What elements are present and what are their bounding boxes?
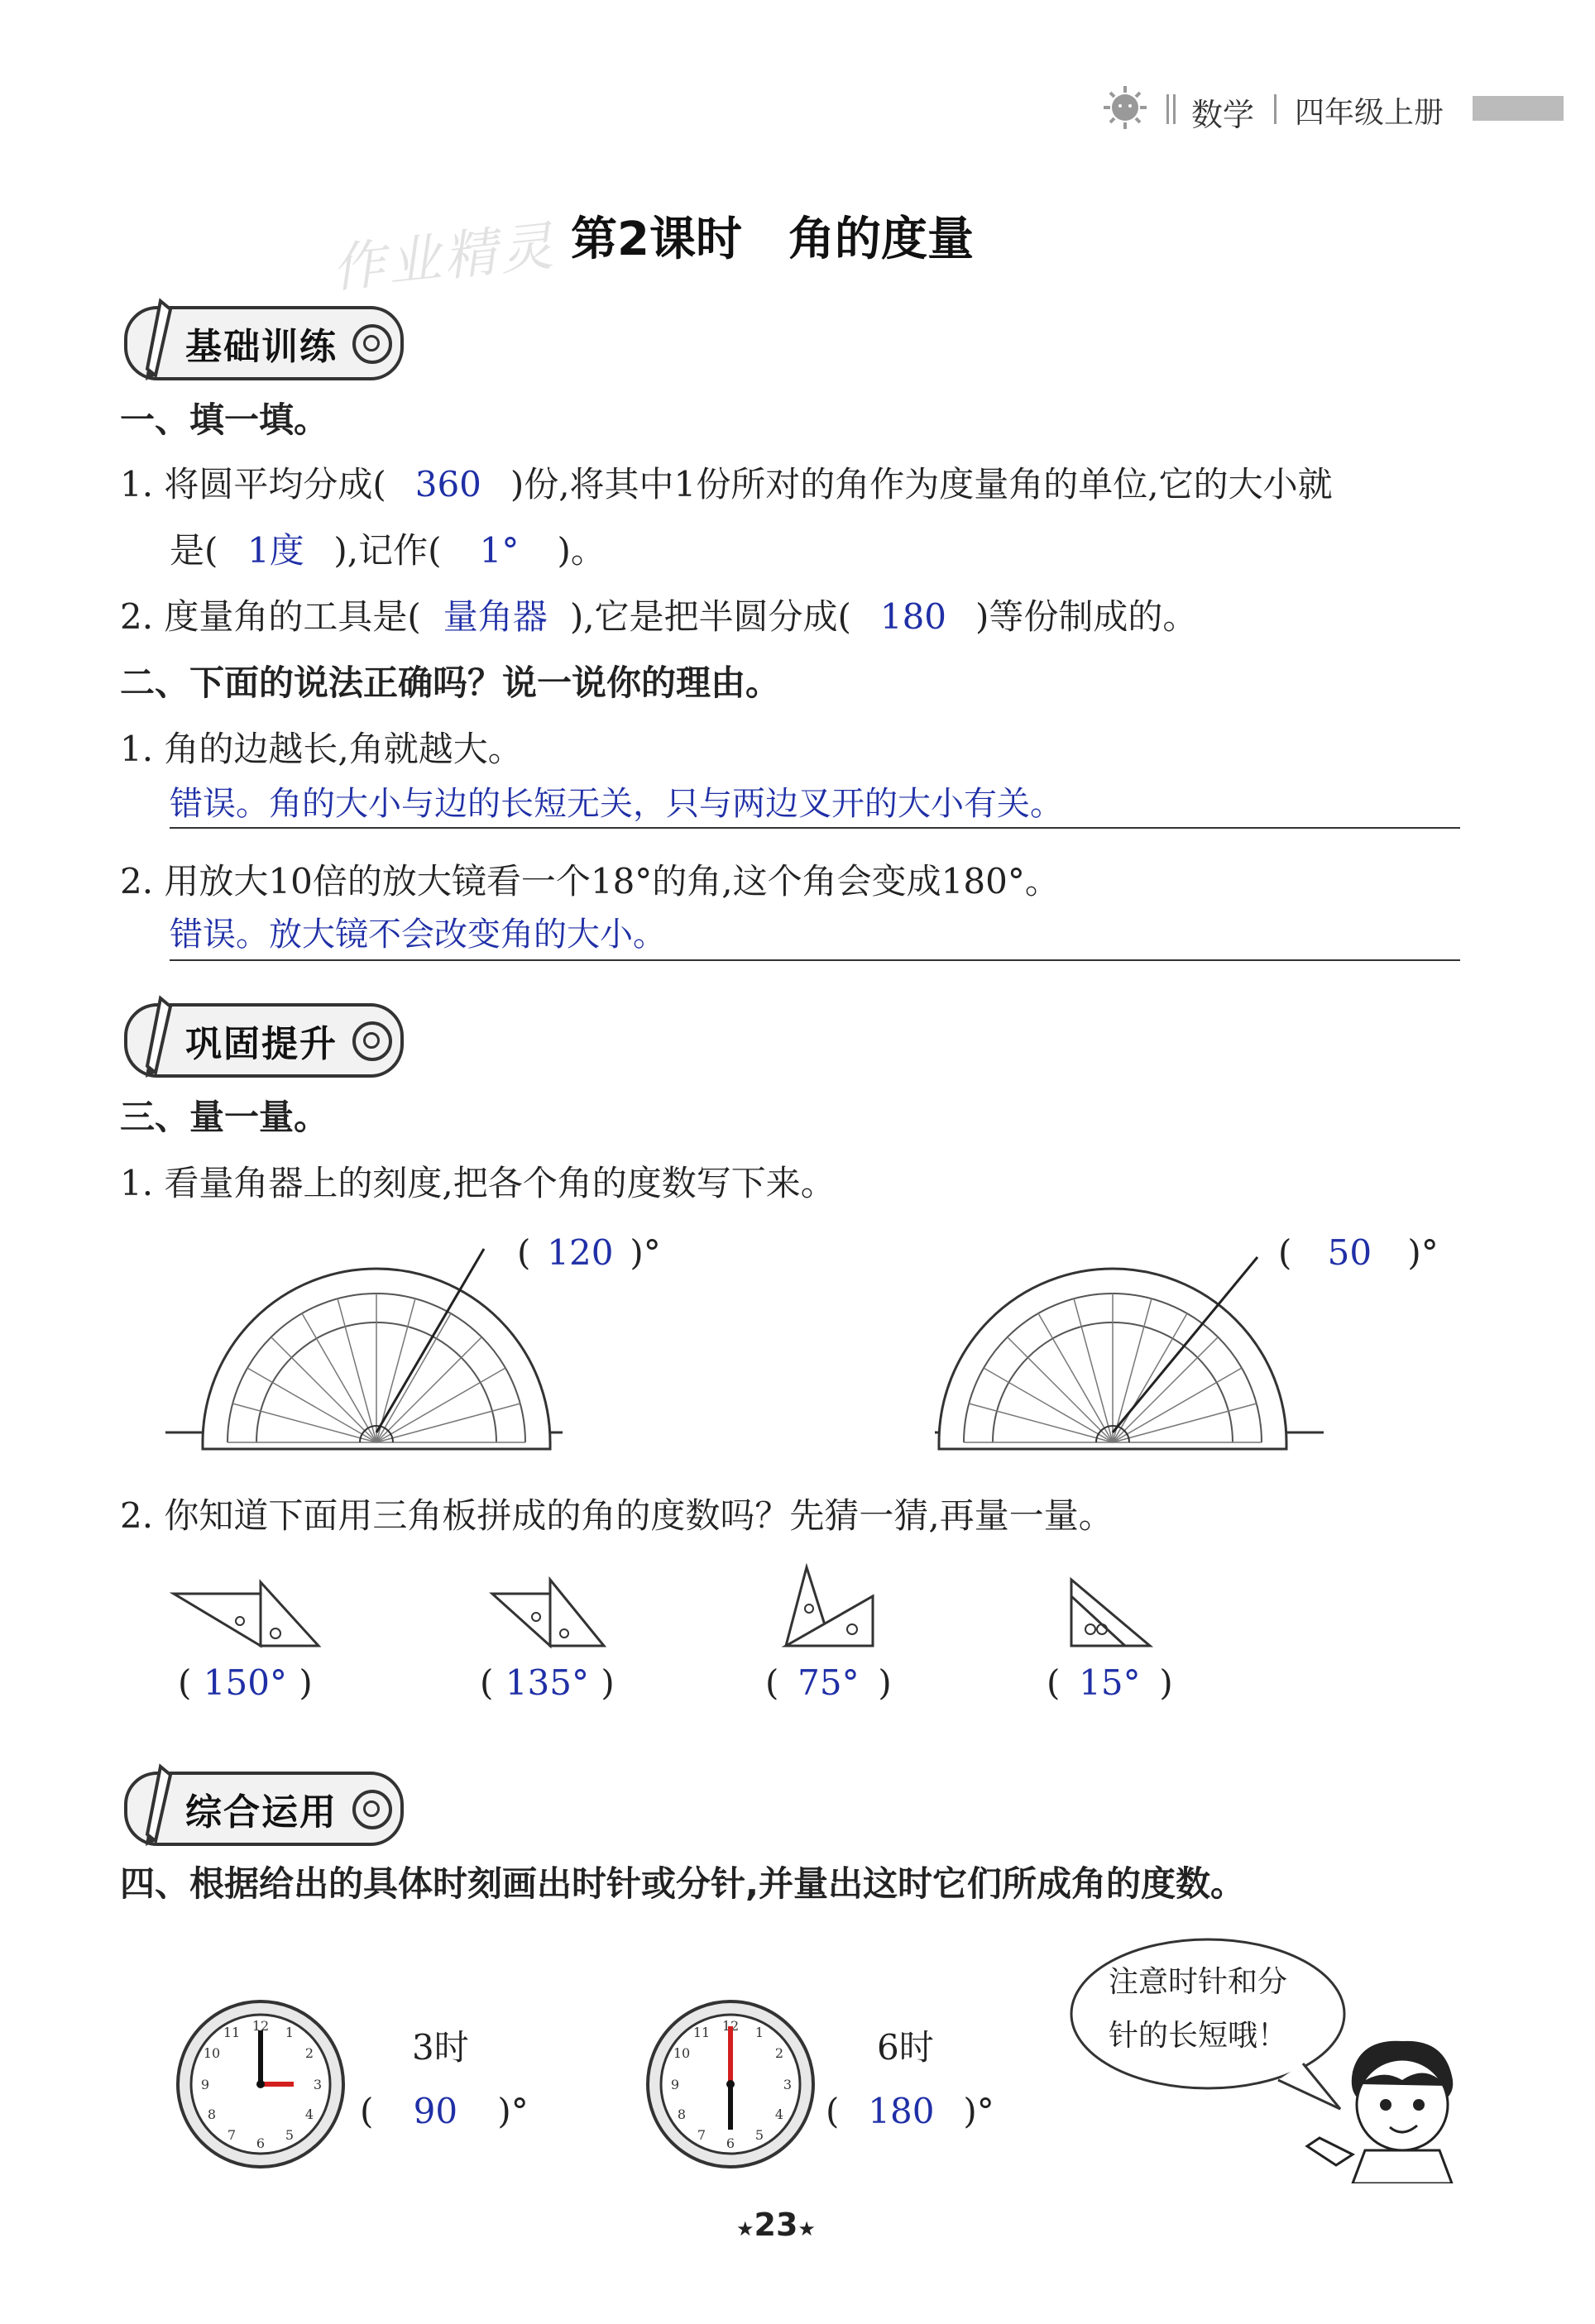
answer-line — [170, 827, 1460, 829]
protractor-2 — [902, 1241, 1332, 1464]
svg-text:9: 9 — [670, 2077, 680, 2092]
svg-text:5: 5 — [754, 2127, 764, 2143]
svg-text:5: 5 — [285, 2127, 295, 2143]
svg-text:11: 11 — [223, 2025, 241, 2040]
svg-text:6: 6 — [256, 2135, 266, 2151]
svg-text:3: 3 — [783, 2077, 793, 2092]
part1-q1-line2: 是( 1度 ),记作( 1° )。 — [170, 524, 606, 573]
header — [1100, 83, 1564, 141]
clock2-answer: ( 180 )° — [826, 2091, 994, 2131]
svg-text:9: 9 — [200, 2077, 210, 2092]
clock1-answer: ( 90 )° — [360, 2091, 529, 2131]
part3-q2: 2. 你知道下面用三角板拼成的角的度数吗？先猜一猜,再量一量。 — [120, 1495, 1114, 1536]
svg-text:3: 3 — [313, 2077, 323, 2092]
watermark: 作业精灵 — [328, 215, 559, 300]
svg-text:11: 11 — [692, 2025, 711, 2040]
svg-text:1: 1 — [754, 2025, 764, 2040]
answer-360: 360 — [414, 464, 481, 504]
answer-50: 50 — [1327, 1232, 1372, 1273]
svg-text:8: 8 — [677, 2106, 687, 2122]
svg-text:7: 7 — [227, 2127, 237, 2143]
header-subject: 数学 — [1191, 97, 1255, 133]
bubble-text-1: 注意时针和分 — [1109, 1965, 1288, 1999]
part2-q2: 2. 用放大10倍的放大镜看一个18°的角,这个角会变成180°。 — [120, 861, 1060, 901]
pencil-icon — [136, 293, 185, 384]
clock1-time: 3时 — [412, 2027, 469, 2068]
clock-3-oclock — [174, 1997, 347, 2171]
svg-text:12: 12 — [251, 2018, 270, 2034]
page-number: ★23★ — [736, 2207, 816, 2243]
triangle-answer-2: ( 135° ) — [480, 1662, 615, 1703]
part1-q1-line1: 1. 将圆平均分成( 360 )份,将其中1份所对的角作为度量角的单位,它的大小就 — [120, 464, 1333, 504]
boy-avatar — [1303, 2035, 1493, 2183]
svg-text:1: 1 — [285, 2025, 295, 2040]
triangle-answer-1: ( 150° ) — [178, 1662, 313, 1703]
protractor-1-answer: ( 120 )° — [517, 1232, 661, 1273]
protractor-2-answer: ( 50 )° — [1278, 1232, 1439, 1273]
svg-text:12: 12 — [721, 2018, 740, 2034]
part2-q2-answer: 错误。放大镜不会改变角的大小。 — [170, 916, 666, 954]
svg-text:2: 2 — [774, 2045, 784, 2061]
pencil-icon — [136, 1758, 185, 1849]
page-title: 第2课时 角的度量 — [571, 213, 974, 266]
section-basic-badge — [124, 306, 404, 380]
answer-1-symbol: 1° — [479, 530, 520, 571]
triangle-answer-3: ( 75° ) — [765, 1662, 892, 1703]
answer-1-degree: 1度 — [247, 530, 304, 571]
section-basic-label: 基础训练 — [185, 326, 338, 368]
answer-120: 120 — [547, 1232, 614, 1273]
answer-180: 180 — [879, 596, 947, 637]
svg-text:2: 2 — [304, 2045, 314, 2061]
clock2-time: 6时 — [877, 2027, 934, 2068]
triangles-4 — [1067, 1576, 1158, 1650]
section-apply-badge — [124, 1772, 404, 1846]
svg-text:4: 4 — [774, 2106, 784, 2122]
svg-text:8: 8 — [207, 2106, 217, 2122]
part2-q1-answer: 错误。角的大小与边的长短无关，只与两边叉开的大小有关。 — [170, 785, 1063, 823]
answer-180: 180 — [868, 2091, 935, 2131]
pencil-icon — [136, 990, 185, 1081]
triangles-2 — [488, 1576, 612, 1650]
part3-q1: 1. 看量角器上的刻度,把各个角的度数写下来。 — [120, 1163, 836, 1203]
part1-heading: 一、填一填。 — [120, 399, 329, 440]
protractor-1 — [165, 1241, 596, 1464]
part2-q1: 1. 角的边越长,角就越大。 — [120, 729, 523, 769]
triangles-1 — [170, 1576, 327, 1650]
section-apply-label: 综合运用 — [185, 1791, 338, 1834]
svg-text:6: 6 — [726, 2135, 735, 2151]
part4-heading: 四、根据给出的具体时刻画出时针或分针,并量出这时它们所成角的度数。 — [120, 1863, 1245, 1904]
triangles-3 — [782, 1563, 881, 1650]
part1-q2: 2. 度量角的工具是( 量角器 ),它是把半圆分成( 180 )等份制成的。 — [120, 590, 1197, 639]
svg-text:4: 4 — [304, 2106, 314, 2122]
answer-line — [170, 959, 1460, 961]
clock-6-oclock — [644, 1997, 817, 2171]
triangle-answer-4: ( 15° ) — [1047, 1662, 1173, 1703]
svg-text:10: 10 — [673, 2045, 691, 2061]
answer-protractor: 量角器 — [443, 596, 548, 637]
answer-90: 90 — [413, 2091, 458, 2131]
bubble-text-2: 针的长短哦！ — [1109, 2019, 1288, 2053]
section-consolidate-badge — [124, 1003, 404, 1078]
part2-heading: 二、下面的说法正确吗？说一说你的理由。 — [120, 662, 781, 703]
svg-text:7: 7 — [697, 2127, 706, 2143]
part3-heading: 三、量一量。 — [120, 1097, 329, 1137]
sun-icon — [1100, 83, 1150, 132]
section-consolidate-label: 巩固提升 — [185, 1023, 338, 1065]
svg-text:10: 10 — [203, 2045, 221, 2061]
header-grade: 四年级上册 — [1295, 96, 1444, 130]
